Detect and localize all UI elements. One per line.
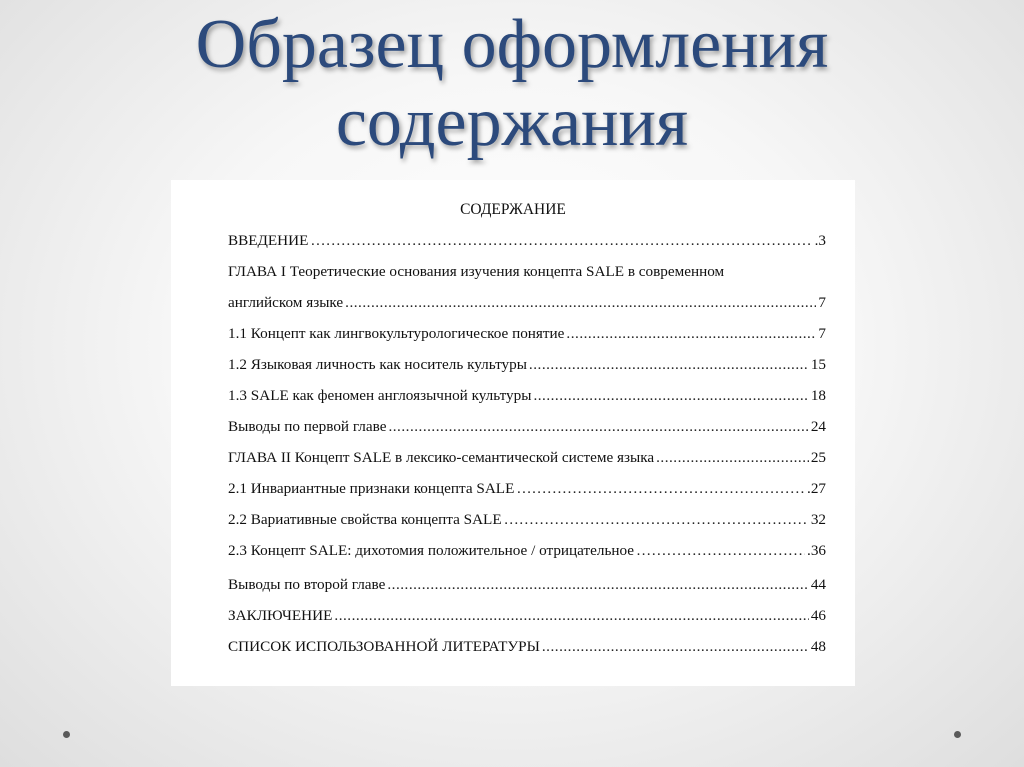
toc-leader-dots xyxy=(387,576,808,594)
toc-leader-dots xyxy=(504,511,809,529)
toc-entry-page: 24 xyxy=(810,418,826,435)
toc-entry-1-1 xyxy=(228,325,826,347)
toc-leader-dots xyxy=(636,542,805,560)
toc-leader-dots xyxy=(345,294,816,312)
toc-entry-text: ЗАКЛЮЧЕНИЕ xyxy=(228,607,333,624)
toc-entry-page: 25 xyxy=(810,449,826,466)
toc-entry-page: .27 xyxy=(807,480,826,497)
slide-title-line1: Образец оформления xyxy=(195,6,829,83)
toc-entry-text: 1.1 Концепт как лингвокультурологическое понятие xyxy=(228,325,565,342)
toc-leader-dots xyxy=(334,607,808,625)
toc-entry-page: .36 xyxy=(807,542,826,559)
toc-entry-text: Выводы по первой главе xyxy=(228,418,387,435)
toc-entry-2-3 xyxy=(228,542,826,564)
toc-entry-2-1 xyxy=(228,480,826,502)
toc-leader-dots xyxy=(533,387,808,405)
toc-entry-page: .3 xyxy=(814,232,826,249)
toc-heading: СОДЕРЖАНИЕ xyxy=(460,201,566,218)
toc-entry-text: Выводы по второй главе xyxy=(228,576,386,593)
toc-entry-chapter-2 xyxy=(228,449,826,471)
toc-entry-page: 15 xyxy=(810,356,826,373)
slide-title xyxy=(0,6,1024,162)
toc-entry-text: СПИСОК ИСПОЛЬЗОВАННОЙ ЛИТЕРАТУРЫ xyxy=(228,638,540,655)
toc-entry-page: 48 xyxy=(810,638,826,655)
toc-entry-bibliography xyxy=(228,638,826,660)
table-of-contents-document xyxy=(171,180,855,686)
toc-entry-chapter-1-title xyxy=(228,263,826,285)
toc-entry-conclusions-chapter-2 xyxy=(228,576,826,598)
toc-leader-dots xyxy=(388,418,808,436)
toc-leader-dots xyxy=(566,325,816,343)
toc-entry-text: 2.1 Инвариантные признаки концепта SALE xyxy=(228,480,515,497)
toc-entry-text: ГЛАВА I Теоретические основания изучения концепта SALE в современном xyxy=(228,263,725,280)
toc-entry-text: 1.3 SALE как феномен англоязычной культуры xyxy=(228,387,532,404)
toc-leader-dots xyxy=(656,449,809,467)
toc-entry-conclusion xyxy=(228,607,826,629)
toc-entry-page: 7 xyxy=(818,325,826,342)
toc-entry-text: 2.3 Концепт SALE: дихотомия положительное / отрицательное xyxy=(228,542,635,559)
toc-entry-2-2 xyxy=(228,511,826,533)
toc-entry-text: английском языке xyxy=(228,294,344,311)
toc-entry-1-3 xyxy=(228,387,826,409)
toc-leader-dots xyxy=(542,638,809,656)
toc-entry-conclusions-chapter-1 xyxy=(228,418,826,440)
toc-leader-dots xyxy=(529,356,809,374)
toc-entry-page: 18 xyxy=(810,387,826,404)
next-slide-dot[interactable] xyxy=(954,731,961,738)
toc-entry-page: 32 xyxy=(810,511,826,528)
toc-entry-1-2 xyxy=(228,356,826,378)
slide-title-line2: содержания xyxy=(335,84,689,161)
toc-entry-text: 1.2 Языковая личность как носитель культуры xyxy=(228,356,527,373)
toc-entry-chapter-1 xyxy=(228,294,826,316)
toc-entry-text: ВВЕДЕНИЕ xyxy=(228,232,309,249)
toc-entry-page: 7 xyxy=(818,294,826,311)
toc-entry-text: 2.2 Вариативные свойства концепта SALE xyxy=(228,511,502,528)
toc-entry-page: 46 xyxy=(810,607,826,624)
toc-entry-introduction xyxy=(228,232,826,254)
toc-entry-page: 44 xyxy=(810,576,826,593)
toc-leader-dots xyxy=(516,480,805,498)
toc-leader-dots xyxy=(310,232,812,250)
previous-slide-dot[interactable] xyxy=(63,731,70,738)
toc-entry-text: ГЛАВА II Концепт SALE в лексико-семантической системе языка xyxy=(228,449,655,466)
